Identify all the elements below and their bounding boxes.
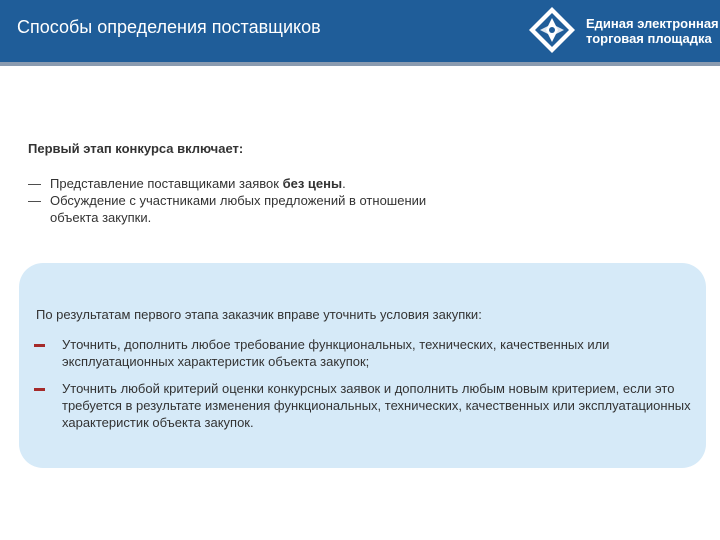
intro-heading: Первый этап конкурса включает:: [28, 141, 244, 156]
callout-list: [34, 336, 694, 441]
header-bar: [0, 0, 720, 62]
logo: [528, 6, 719, 56]
callout-heading: По результатам первого этапа заказчик вправе уточнить условия закупки:: [36, 307, 482, 322]
list-item: [28, 192, 448, 226]
list-item-text: Уточнить любой критерий оценки конкурсных заявок и дополнить любым новым критерием, если это требуется в результате изменения функциональных, технических, качественных или эксплуатационных характеристик объекта закупок.: [62, 381, 691, 430]
list-item: [34, 380, 694, 431]
list-item-tail: .: [342, 176, 346, 191]
bullet-marker: [34, 344, 45, 347]
list-item-text: Уточнить, дополнить любое требование функциональных, технических, качественных или эксплуатационных характеристик объекта закупок;: [62, 337, 610, 369]
logo-line-1: Единая электронная: [586, 16, 719, 31]
list-item: [34, 336, 694, 370]
header-stripe: [0, 62, 720, 66]
dash-marker: —: [28, 176, 41, 191]
list-item-text: Представление поставщиками заявок: [50, 176, 283, 191]
logo-text: [586, 16, 719, 46]
logo-diamond-icon: [528, 6, 576, 54]
bullet-marker: [34, 388, 45, 391]
list-item-text: Обсуждение с участниками любых предложений в отношении объекта закупки.: [50, 193, 427, 225]
page-title: Способы определения поставщиков: [17, 17, 321, 37]
list-item: [28, 175, 448, 192]
list-item-emphasis: без цены: [282, 176, 343, 191]
intro-list: [28, 175, 448, 226]
dash-marker: —: [28, 193, 41, 208]
logo-line-2: торговая площадка: [586, 31, 712, 46]
